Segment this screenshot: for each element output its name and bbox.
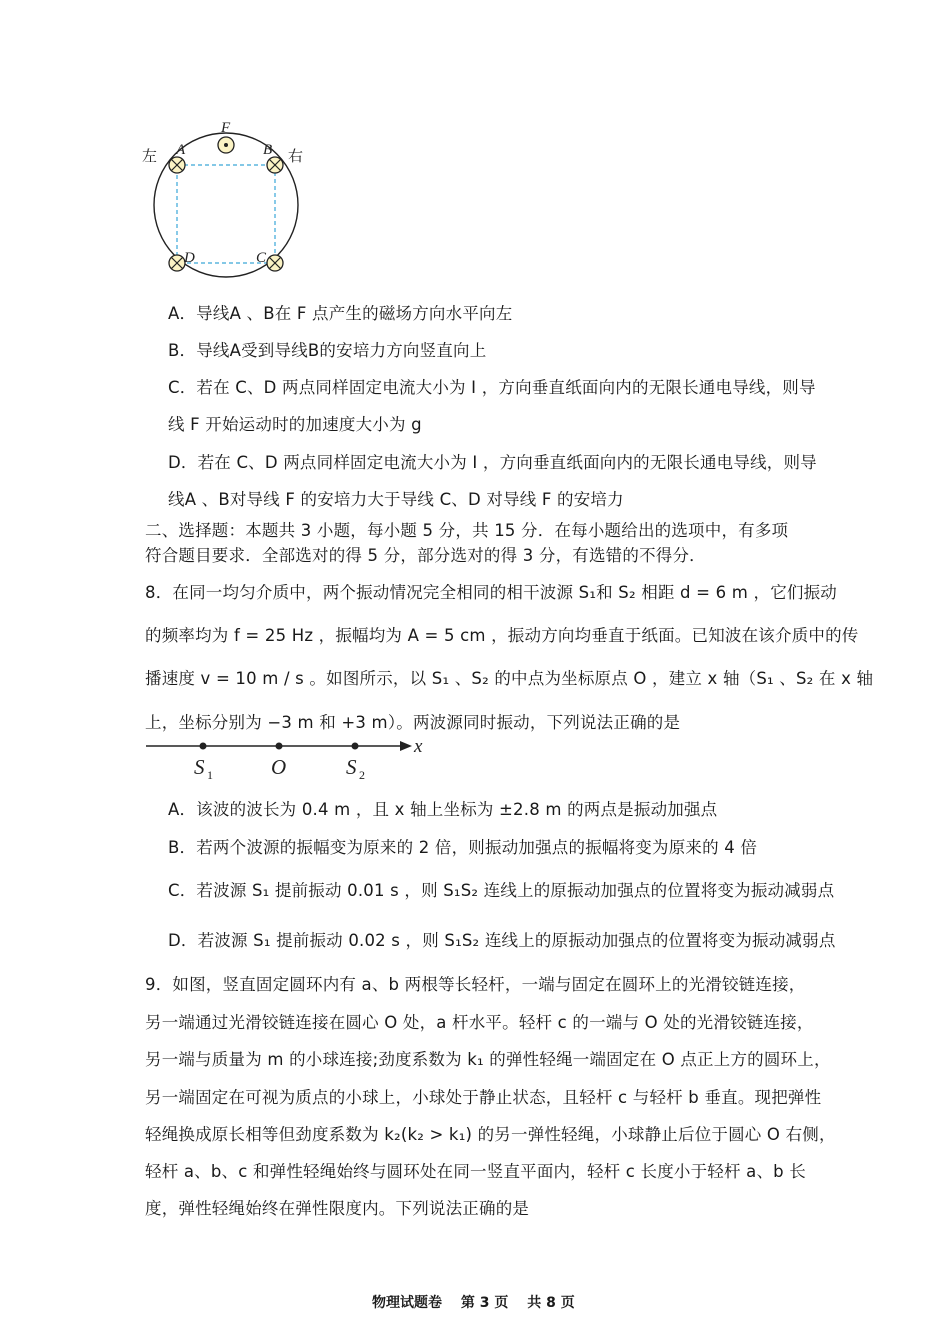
q8-option-c: C．若波源 S₁ 提前振动 0.01 s ，则 S₁S₂ 连线上的原振动加强点的位置将变为振动减弱点 [168, 881, 835, 900]
section2-line1: 二、选择题：本题共 3 小题，每小题 5 分，共 15 分．在每小题给出的选项中，有多项 [145, 521, 789, 540]
wire-b-cross-icon [267, 157, 283, 173]
q9-line1: 9．如图，竖直固定圆环内有 a、b 两根等长轻杆，一端与固定在圆环上的光滑铰链连接， [145, 975, 806, 994]
q7-option-c-line1: C．若在 C、D 两点同样固定电流大小为 I ，方向垂直纸面向内的无限长通电导线，则导 [168, 378, 816, 397]
wire-a-cross-icon [169, 157, 185, 173]
label-left: 左 [142, 147, 158, 165]
point-s2 [352, 743, 359, 750]
axis-label-s1-sub: 1 [207, 768, 213, 782]
axis-label-s2: S [346, 755, 357, 779]
q8-option-a: A．该波的波长为 0.4 m ，且 x 轴上坐标为 ±2.8 m 的两点是振动加强点 [168, 800, 718, 819]
x-axis-figure [140, 732, 440, 784]
q7-option-a: A．导线A 、B在 F 点产生的磁场方向水平向左 [168, 304, 513, 323]
q8-stem-line4: 上，坐标分别为 −3 m 和 +3 m）。两波源同时振动，下列说法正确的是 [145, 713, 681, 732]
wire-c-cross-icon [267, 255, 283, 271]
axis-label-s1: S [194, 755, 205, 779]
axis-label-s2-sub: 2 [359, 768, 365, 782]
axis-label-x: x [414, 736, 423, 757]
q7-option-d-line2: 线A 、B对导线 F 的安培力大于导线 C、D 对导线 F 的安培力 [168, 490, 624, 509]
label-d: D [184, 250, 195, 266]
point-s1 [200, 743, 207, 750]
q7-option-c-line2: 线 F 开始运动时的加速度大小为 g [168, 415, 422, 434]
q8-stem-line3: 播速度 v = 10 m / s 。如图所示，以 S₁ 、S₂ 的中点为坐标原点 O ，建立 x 轴（S₁ 、S₂ 在 x 轴 [145, 669, 874, 688]
q9-line3: 另一端与质量为 m 的小球连接;劲度系数为 k₁ 的弹性轻绳一端固定在 O 点正上方的圆环上， [145, 1050, 831, 1069]
q8-stem-line2: 的频率均为 f = 25 Hz ，振幅均为 A = 5 cm ，振动方向均垂直于纸面。已知波在该介质中的传 [145, 626, 859, 645]
q9-line6: 轻杆 a、b、c 和弹性轻绳始终与圆环处在同一竖直平面内，轻杆 c 长度小于轻杆 a、b 长 [145, 1162, 806, 1181]
q8-stem-line1: 8．在同一均匀介质中，两个振动情况完全相同的相干波源 S₁和 S₂ 相距 d = 6 m ，它们振动 [145, 583, 838, 602]
label-right: 右 [288, 147, 304, 165]
axis-label-o: O [271, 755, 287, 779]
label-b: B [263, 142, 273, 158]
q8-option-d: D．若波源 S₁ 提前振动 0.02 s ，则 S₁S₂ 连线上的原振动加强点的位置将变为振动减弱点 [168, 931, 836, 950]
q9-line5: 轻绳换成原长相等但劲度系数为 k₂(k₂ > k₁) 的另一弹性轻绳，小球静止后位于圆心 O 右侧， [145, 1125, 836, 1144]
wire-circle-figure [138, 112, 318, 282]
label-c: C [256, 250, 267, 266]
q9-line4: 另一端固定在可视为质点的小球上，小球处于静止状态，且轻杆 c 与轻杆 b 垂直。现把弹性 [145, 1088, 822, 1107]
label-f: F [221, 120, 231, 136]
point-o [276, 743, 283, 750]
section2-line2: 符合题目要求．全部选对的得 5 分，部分选对的得 3 分，有选错的不得分． [145, 546, 706, 565]
wire-d-cross-icon [169, 255, 185, 271]
page-footer: 物理试题卷 第 3 页 共 8 页 [372, 1295, 575, 1311]
x-axis-arrow-icon [400, 741, 412, 751]
wire-f-dot-icon [218, 137, 234, 153]
q7-option-d-line1: D．若在 C、D 两点同样固定电流大小为 I ，方向垂直纸面向内的无限长通电导线，则导 [168, 453, 817, 472]
q9-line7: 度，弹性轻绳始终在弹性限度内。下列说法正确的是 [145, 1199, 530, 1218]
label-a: A [176, 142, 186, 158]
dashed-square [177, 165, 275, 263]
q8-option-b: B．若两个波源的振幅变为原来的 2 倍，则振动加强点的振幅将变为原来的 4 倍 [168, 838, 758, 857]
q7-option-b: B．导线A受到导线B的安培力方向竖直向上 [168, 341, 487, 360]
q9-line2: 另一端通过光滑铰链连接在圆心 O 处，a 杆水平。轻杆 c 的一端与 O 处的光滑铰链连接， [145, 1013, 814, 1032]
